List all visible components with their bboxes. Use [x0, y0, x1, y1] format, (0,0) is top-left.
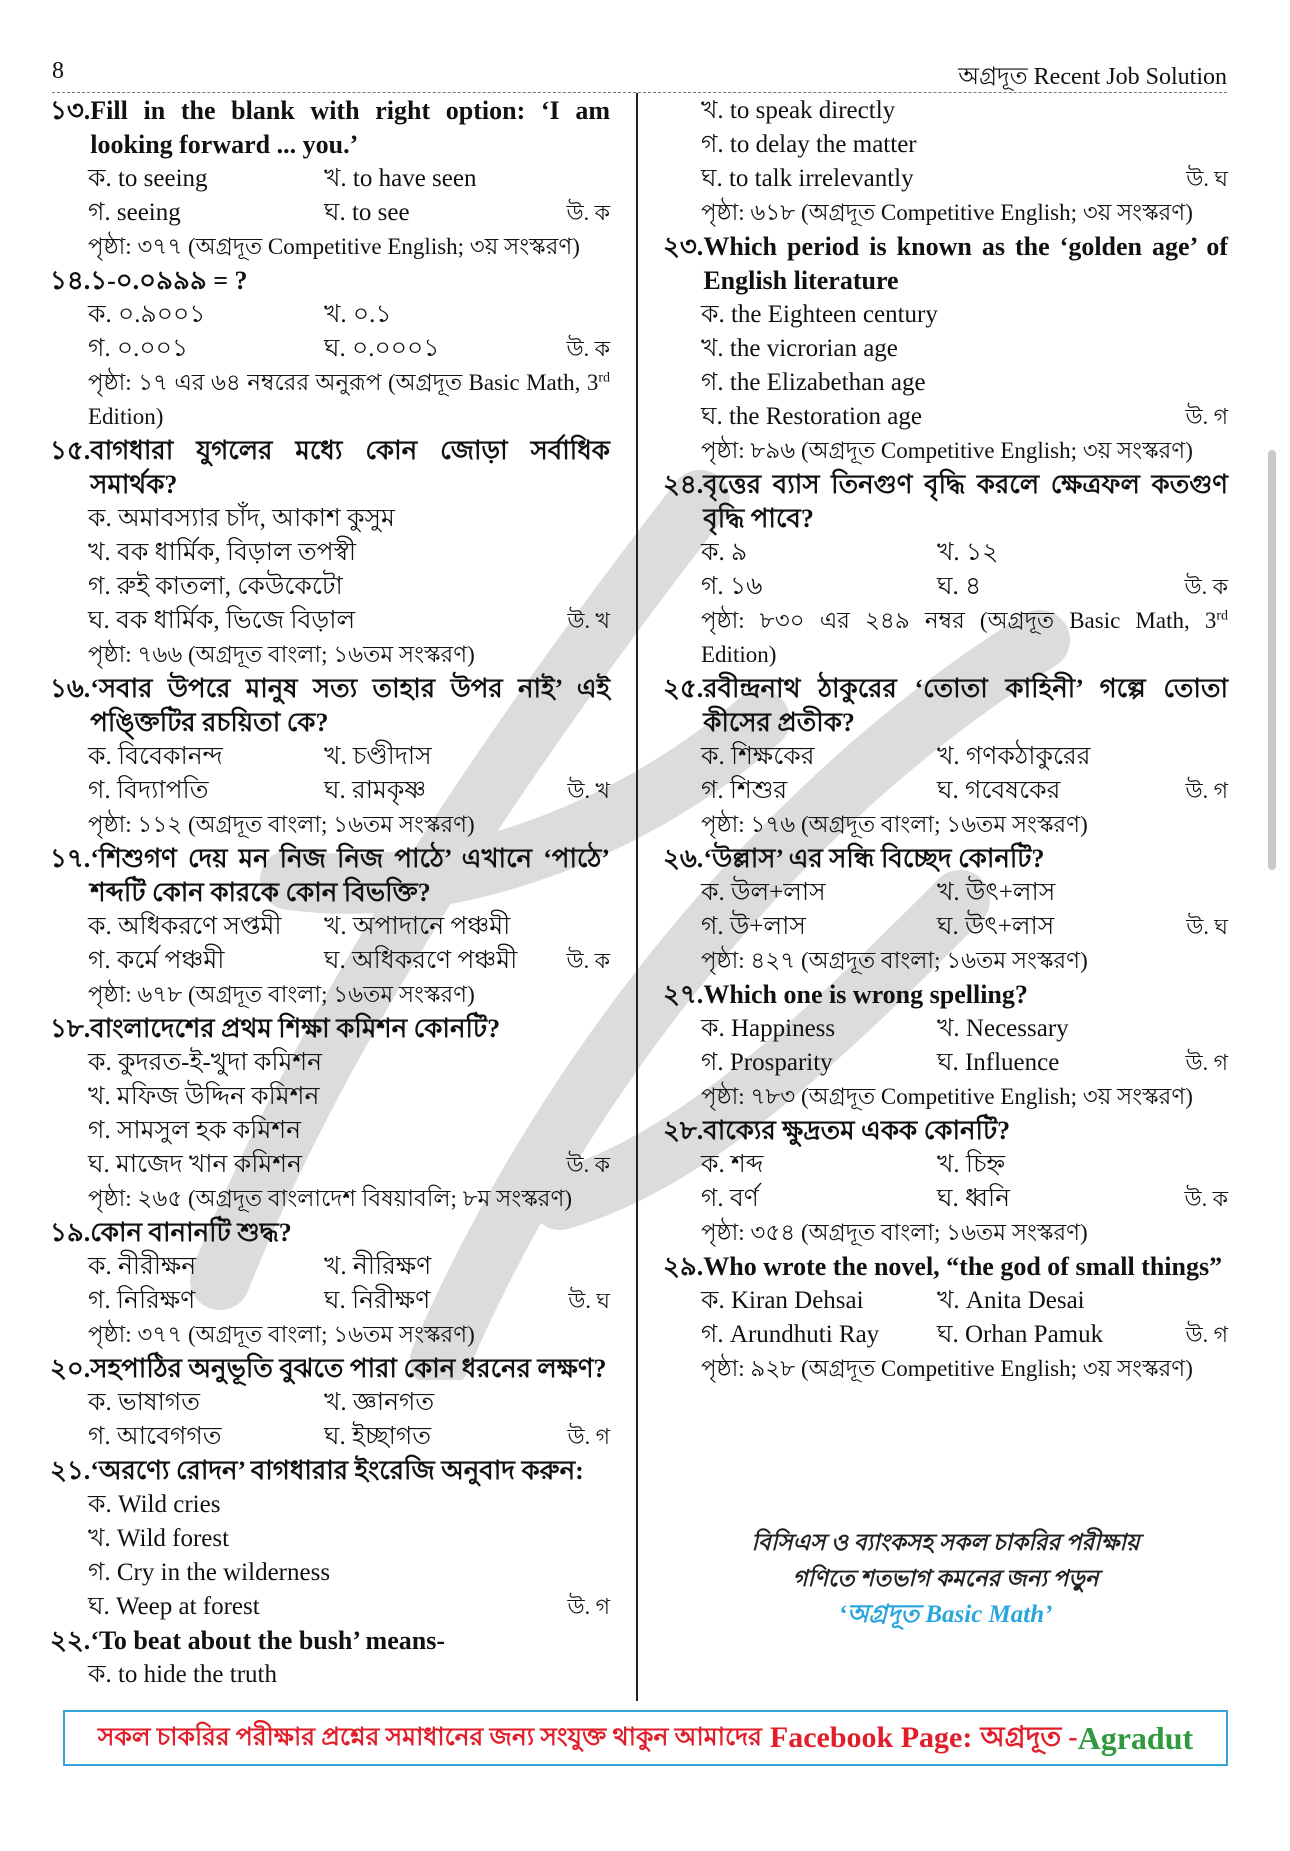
answer-option: খ. নীরিক্ষণ — [324, 1253, 432, 1280]
page-reference: পৃষ্ঠা: ১১২ (অগ্রদূত বাংলা; ১৬তম সংস্করণ) — [88, 812, 475, 837]
answer-option: ক. ভাষাগত — [88, 1389, 201, 1416]
question-block — [50, 434, 610, 672]
answer-option: খ. Necessary — [937, 1015, 1069, 1042]
answer-option: খ. to have seen — [324, 165, 477, 192]
option-row — [88, 298, 610, 332]
option-row — [701, 162, 1228, 196]
answer-option: গ. the Elizabethan age — [701, 369, 926, 396]
correct-answer: উ. ক — [566, 336, 610, 361]
option-row — [701, 1284, 1228, 1318]
answer-option: খ. the vicrorian age — [701, 335, 898, 362]
answer-option: খ. মফিজ উদ্দিন কমিশন — [88, 1083, 320, 1110]
right-column — [663, 94, 1228, 1386]
question-number: ১৩. — [50, 96, 91, 125]
promo-line-1: বিসিএস ও ব্যাংকসহ সকল চাকরির পরীক্ষায় — [751, 1530, 1140, 1555]
answer-option: খ. গণকঠাকুরের — [937, 743, 1091, 770]
answer-option: খ. ০.১ — [324, 301, 392, 328]
question-label: Which period is known as the ‘golden age’ of English literature — [703, 232, 1228, 295]
question-block — [663, 842, 1228, 978]
option-row — [88, 1386, 610, 1420]
page-reference: পৃষ্ঠা: ৪২৭ (অগ্রদূত বাংলা; ১৬তম সংস্করণ) — [701, 948, 1088, 973]
answer-option: ঘ. to talk irrelevantly — [701, 165, 914, 192]
question-block — [663, 468, 1228, 672]
answer-option: ঘ. নিরীক্ষণ — [324, 1287, 431, 1314]
answer-option: ক. উল+লাস — [701, 879, 826, 906]
question-number: ১৮. — [50, 1014, 91, 1043]
correct-answer: উ. ক — [566, 948, 610, 973]
option-row — [701, 1182, 1228, 1216]
question-block — [50, 94, 610, 264]
answer-option: গ. উ+লাস — [701, 913, 806, 940]
question-number: ২৫. — [663, 674, 704, 703]
correct-answer: উ. গ — [567, 1594, 610, 1619]
option-row — [88, 740, 610, 774]
answer-option: ঘ. ইচ্ছাগত — [324, 1423, 432, 1450]
question-number: ২৬. — [663, 844, 704, 873]
question-number: ২৯. — [663, 1252, 704, 1281]
page-reference: পৃষ্ঠা: ৮৩০ এর ২৪৯ নম্বর (অগ্রদূত Basic Math, 3rd Edition) — [701, 608, 1228, 667]
page-reference: পৃষ্ঠা: ৬৭৮ (অগ্রদূত বাংলা; ১৬তম সংস্করণ) — [88, 982, 475, 1007]
page-reference: পৃষ্ঠা: ৭৬৬ (অগ্রদূত বাংলা; ১৬তম সংস্করণ) — [88, 642, 475, 667]
question-number: ১৪. — [50, 266, 91, 295]
answer-option: ঘ. ০.০০০১ — [324, 335, 440, 362]
footer-brand-en: Agradut — [1077, 1719, 1194, 1756]
option-row — [701, 910, 1228, 944]
answer-option: ক. the Eighteen century — [701, 301, 938, 328]
question-label: রবীন্দ্রনাথ ঠাকুরের ‘তোতা কাহিনী’ গল্পে তোতা কীসের প্রতীক? — [703, 674, 1228, 737]
page-reference: পৃষ্ঠা: ১৭ এর ৬৪ নম্বরের অনুরূপ (অগ্রদূত Basic Math, 3rd Edition) — [88, 370, 610, 429]
question-text — [663, 230, 1228, 298]
option-row — [701, 298, 1228, 332]
answer-option: ক. to hide the truth — [88, 1661, 277, 1688]
question-label: বাংলাদেশের প্রথম শিক্ষা কমিশন কোনটি? — [90, 1014, 501, 1043]
answer-option: ঘ. উৎ+লাস — [937, 913, 1055, 940]
question-block — [50, 1352, 610, 1454]
question-block — [663, 1250, 1228, 1386]
page-reference: পৃষ্ঠা: ৯২৮ (অগ্রদূত Competitive English; ৩য় সংস্করণ) — [701, 1356, 1193, 1381]
option-row — [701, 740, 1228, 774]
option-row — [88, 774, 610, 808]
answer-option: গ. বর্ণ — [701, 1185, 759, 1212]
book-title: অগ্রদূত Recent Job Solution — [958, 64, 1227, 90]
page-number: 8 — [52, 58, 64, 84]
answer-option: খ. to speak directly — [701, 97, 896, 124]
question-label: বৃত্তের ব্যাস তিনগুণ বৃদ্ধি করলে ক্ষেত্রফল কতগুণ বৃদ্ধি পাবে? — [703, 470, 1228, 533]
answer-option: ক. Happiness — [701, 1015, 836, 1042]
option-row — [88, 1114, 610, 1148]
question-text — [50, 1012, 610, 1046]
option-row — [88, 332, 610, 366]
option-row — [701, 570, 1228, 604]
answer-option: গ. ০.০০১ — [88, 335, 189, 362]
answer-option: ঘ. ধ্বনি — [937, 1185, 1011, 1212]
option-row — [88, 1522, 610, 1556]
correct-answer: উ. ক — [1184, 574, 1228, 599]
option-row — [701, 332, 1228, 366]
question-text — [50, 1216, 610, 1250]
page-header — [52, 56, 1227, 93]
question-label: ‘To beat about the bush’ means- — [90, 1626, 445, 1655]
option-row — [88, 604, 610, 638]
promo-block — [663, 1525, 1228, 1633]
option-row — [88, 1046, 610, 1080]
option-row — [88, 536, 610, 570]
option-row — [701, 94, 1228, 128]
question-label: ১-০.০৯৯৯ = ? — [90, 266, 248, 295]
option-row — [88, 1148, 610, 1182]
question-text — [663, 1250, 1228, 1284]
question-text — [663, 468, 1228, 536]
option-row — [88, 162, 610, 196]
page-reference: পৃষ্ঠা: ৩৭৭ (অগ্রদূত Competitive English; ৩য় সংস্করণ) — [88, 234, 580, 259]
option-row — [88, 196, 610, 230]
answer-option: ক. ০.৯০০১ — [88, 301, 206, 328]
answer-option: ক. অমাবস্যার চাঁদ, আকাশ কুসুম — [88, 505, 395, 532]
answer-option: ঘ. Weep at forest — [88, 1593, 260, 1620]
question-number: ১৬. — [50, 674, 91, 703]
answer-option: ক. শিক্ষকের — [701, 743, 815, 770]
option-row — [701, 774, 1228, 808]
answer-option: ক. বিবেকানন্দ — [88, 743, 223, 770]
answer-option: গ. রুই কাতলা, কেউকেটো — [88, 573, 343, 600]
answer-option: খ. অপাদানে পঞ্চমী — [324, 913, 511, 940]
answer-option: গ. শিশুর — [701, 777, 788, 804]
promo-book-title: ‘অগ্রদূত Basic Math’ — [838, 1601, 1053, 1628]
correct-answer: উ. ঘ — [1186, 166, 1228, 191]
footer-text: সকল চাকরির পরীক্ষার প্রশ্নের সমাধানের জন্য সংযুক্ত থাকুন আমাদের — [97, 1723, 762, 1751]
question-text — [50, 842, 610, 910]
question-text — [50, 434, 610, 502]
option-row — [701, 876, 1228, 910]
option-row — [88, 502, 610, 536]
correct-answer: উ. ঘ — [1186, 914, 1228, 939]
question-block — [50, 1624, 610, 1692]
correct-answer: উ. গ — [1185, 778, 1228, 803]
page-reference: পৃষ্ঠা: ৩৭৭ (অগ্রদূত বাংলা; ১৬তম সংস্করণ) — [88, 1322, 475, 1347]
question-block — [50, 1012, 610, 1216]
option-row — [701, 128, 1228, 162]
facebook-page-label: Facebook Page: — [769, 1721, 973, 1754]
page-reference: পৃষ্ঠা: ৩৫৪ (অগ্রদূত বাংলা; ১৬তম সংস্করণ) — [701, 1220, 1088, 1245]
correct-answer: উ. গ — [567, 1424, 610, 1449]
answer-option: ক. কুদরত-ই-খুদা কমিশন — [88, 1049, 323, 1076]
question-label: বাক্যের ক্ষুদ্রতম একক কোনটি? — [703, 1116, 1011, 1145]
answer-option: ঘ. the Restoration age — [701, 403, 922, 430]
question-label: Which one is wrong spelling? — [703, 980, 1028, 1009]
answer-option: খ. Anita Desai — [937, 1287, 1085, 1314]
correct-answer: উ. খ — [567, 608, 610, 633]
question-label: বাগধারা যুগলের মধ্যে কোন জোড়া সর্বাধিক সমার্থক? — [90, 436, 610, 499]
option-row — [88, 1284, 610, 1318]
answer-option: গ. to delay the matter — [701, 131, 917, 158]
answer-option: খ. উৎ+লাস — [937, 879, 1056, 906]
question-number: ১৭. — [50, 844, 91, 873]
question-text — [663, 672, 1228, 740]
option-row — [701, 400, 1228, 434]
page-reference: পৃষ্ঠা: ৭৮৩ (অগ্রদূত Competitive English; ৩য় সংস্করণ) — [701, 1084, 1193, 1109]
option-row — [701, 1148, 1228, 1182]
correct-answer: উ. ক — [1184, 1186, 1228, 1211]
left-column — [50, 94, 610, 1692]
answer-option: ক. Kiran Dehsai — [701, 1287, 864, 1314]
answer-option: খ. ১২ — [937, 539, 999, 566]
question-block — [50, 672, 610, 842]
option-row — [88, 570, 610, 604]
answer-option: ক. শব্দ — [701, 1151, 764, 1178]
answer-option: খ. চিহ্ন — [937, 1151, 1006, 1178]
question-text — [50, 672, 610, 740]
option-row — [701, 1318, 1228, 1352]
option-row — [88, 1488, 610, 1522]
answer-option: ক. অধিকরণে সপ্তমী — [88, 913, 282, 940]
question-label: সহপাঠির অনুভূতি বুঝতে পারা কোন ধরনের লক্ষণ? — [90, 1354, 607, 1383]
question-label: ‘উল্লাস’ এর সন্ধি বিচ্ছেদ কোনটি? — [703, 844, 1045, 873]
question-block — [663, 94, 1228, 230]
question-block — [50, 264, 610, 434]
answer-option: খ. Wild forest — [88, 1525, 230, 1552]
option-row — [88, 910, 610, 944]
option-row — [701, 1046, 1228, 1080]
correct-answer: উ. গ — [1185, 1322, 1228, 1347]
page-reference: পৃষ্ঠা: ১৭৬ (অগ্রদূত বাংলা; ১৬তম সংস্করণ) — [701, 812, 1088, 837]
answer-option: ঘ. বক ধার্মিক, ভিজে বিড়াল — [88, 607, 356, 634]
question-text — [50, 94, 610, 162]
column-divider — [636, 93, 638, 1701]
question-text — [663, 1114, 1228, 1148]
question-block — [663, 1114, 1228, 1250]
question-number: ২০. — [50, 1354, 91, 1383]
answer-option: ঘ. গবেষকের — [937, 777, 1061, 804]
promo-line-2: গণিতে শতভাগ কমনের জন্য পড়ুন — [792, 1566, 1099, 1591]
answer-option: ঘ. Orhan Pamuk — [937, 1321, 1104, 1348]
answer-option: গ. বিদ্যাপতি — [88, 777, 209, 804]
question-label: ‘সবার উপরে মানুষ সত্য তাহার উপর নাই’ এই পঙ্ক্তিটির রচয়িতা কে? — [90, 674, 610, 737]
answer-option: ক. ৯ — [701, 539, 748, 566]
question-label: কোন বানানটি শুদ্ধ? — [90, 1218, 292, 1247]
page-reference: পৃষ্ঠা: ২৬৫ (অগ্রদূত বাংলাদেশ বিষয়াবলি; ৮ম সংস্করণ) — [88, 1186, 573, 1211]
option-row — [701, 536, 1228, 570]
correct-answer: উ. গ — [1185, 1050, 1228, 1075]
question-number: ১৯. — [50, 1218, 91, 1247]
correct-answer: উ. খ — [567, 778, 610, 803]
answer-option: গ. seeing — [88, 199, 181, 226]
correct-answer: উ. ক — [566, 200, 610, 225]
question-number: ২৮. — [663, 1116, 704, 1145]
answer-option: গ. Cry in the wilderness — [88, 1559, 331, 1586]
question-label: ‘অরণ্যে রোদন’ বাগধারার ইংরেজি অনুবাদ করুন: — [90, 1456, 584, 1485]
answer-option: ক. to seeing — [88, 165, 208, 192]
answer-option: গ. আবেগগত — [88, 1423, 222, 1450]
question-number: ২১. — [50, 1456, 91, 1485]
option-row — [88, 1080, 610, 1114]
question-text — [50, 1454, 610, 1488]
question-number: ২৩. — [663, 232, 704, 261]
answer-option: ঘ. ৪ — [937, 573, 982, 600]
footer-banner — [63, 1710, 1228, 1766]
answer-option: ক. নীরীক্ষন — [88, 1253, 197, 1280]
question-block — [50, 1454, 610, 1624]
question-number: ১৫. — [50, 436, 91, 465]
answer-option: গ. নিরিক্ষণ — [88, 1287, 196, 1314]
answer-option: খ. চণ্ডীদাস — [324, 743, 432, 770]
answer-option: ঘ. মাজেদ খান কমিশন — [88, 1151, 302, 1178]
question-block — [50, 1216, 610, 1352]
answer-option: ঘ. Influence — [937, 1049, 1060, 1076]
correct-answer: উ. ক — [566, 1152, 610, 1177]
question-number: ২৪. — [663, 470, 704, 499]
scrollbar[interactable] — [1268, 450, 1276, 870]
answer-option: ক. Wild cries — [88, 1491, 221, 1518]
option-row — [88, 1420, 610, 1454]
page-reference: পৃষ্ঠা: ৮৯৬ (অগ্রদূত Competitive English; ৩য় সংস্করণ) — [701, 438, 1193, 463]
option-row — [88, 944, 610, 978]
option-row — [88, 1658, 610, 1692]
option-row — [701, 1012, 1228, 1046]
question-block — [50, 842, 610, 1012]
question-text — [663, 842, 1228, 876]
question-block — [663, 672, 1228, 842]
answer-option: গ. ১৬ — [701, 573, 763, 600]
question-number: ২৭. — [663, 980, 704, 1009]
question-label: Fill in the blank with right option: ‘I am looking forward ... you.’ — [90, 96, 610, 159]
question-text — [50, 264, 610, 298]
answer-option: ঘ. অধিকরণে পঞ্চমী — [324, 947, 518, 974]
answer-option: ঘ. রামকৃষ্ণ — [324, 777, 427, 804]
page-reference: পৃষ্ঠা: ৬১৮ (অগ্রদূত Competitive English; ৩য় সংস্করণ) — [701, 200, 1193, 225]
answer-option: ঘ. to see — [324, 199, 410, 226]
footer-brand-bn: অগ্রদূত - — [980, 1721, 1078, 1753]
question-text — [663, 978, 1228, 1012]
question-label: Who wrote the novel, “the god of small things” — [703, 1252, 1223, 1281]
answer-option: গ. Arundhuti Ray — [701, 1321, 880, 1348]
correct-answer: উ. গ — [1185, 404, 1228, 429]
correct-answer: উ. ঘ — [568, 1288, 610, 1313]
answer-option: গ. Prosparity — [701, 1049, 833, 1076]
question-block — [663, 230, 1228, 468]
question-label: ‘শিশুগণ দেয় মন নিজ নিজ পাঠে’ এখানে ‘পাঠে’ শব্দটি কোন কারকে কোন বিভক্তি? — [90, 844, 610, 907]
option-row — [88, 1250, 610, 1284]
answer-option: খ. বক ধার্মিক, বিড়াল তপস্বী — [88, 539, 356, 566]
answer-option: গ. কর্মে পঞ্চমী — [88, 947, 225, 974]
answer-option: গ. সামসুল হক কমিশন — [88, 1117, 302, 1144]
question-block — [663, 978, 1228, 1114]
option-row — [88, 1590, 610, 1624]
question-text — [50, 1624, 610, 1658]
option-row — [701, 366, 1228, 400]
answer-option: খ. জ্ঞানগত — [324, 1389, 435, 1416]
option-row — [88, 1556, 610, 1590]
question-text — [50, 1352, 610, 1386]
question-number: ২২. — [50, 1626, 91, 1655]
